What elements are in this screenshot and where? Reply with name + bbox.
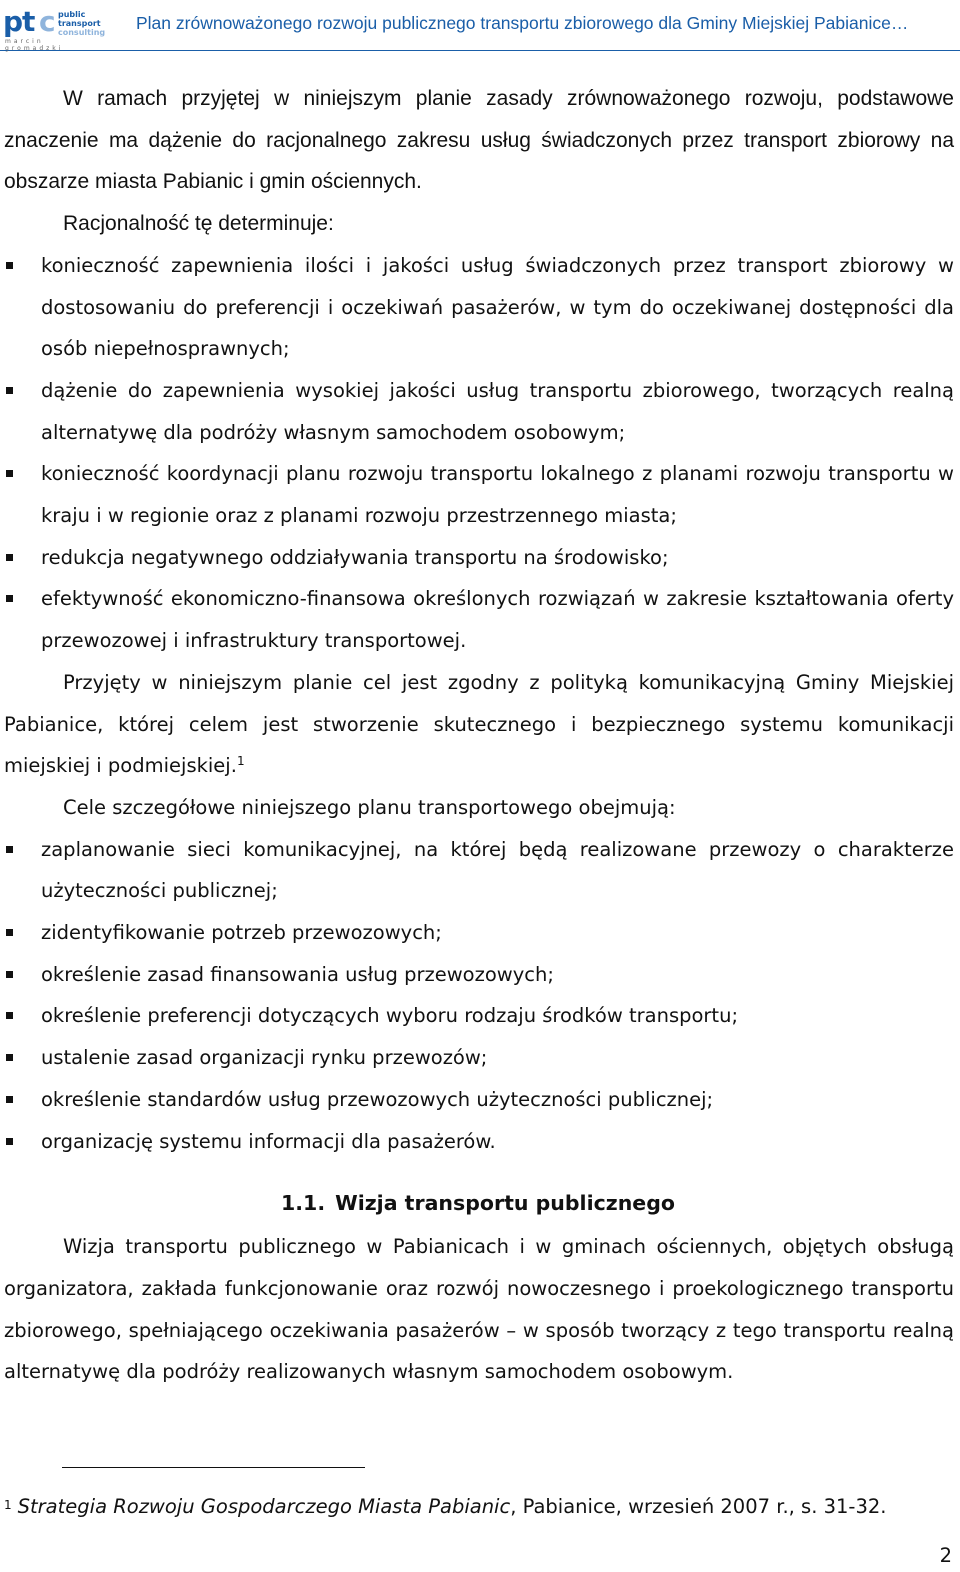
square-bullet-icon xyxy=(6,262,13,269)
list-item: zaplanowanie sieci komunikacyjnej, na której będą realizowane przewozy o charakterze użyteczności publicznej; xyxy=(4,829,954,912)
square-bullet-icon xyxy=(6,1012,13,1019)
section-number: 1.1. xyxy=(281,1191,326,1216)
list-item: efektywność ekonomiczno-finansowa określonych rozwiązań w zakresie kształtowania oferty przewozowej i infrastruktury transportowej. xyxy=(4,578,954,661)
square-bullet-icon xyxy=(6,387,13,394)
list-item: określenie standardów usług przewozowych użyteczności publicznej; xyxy=(4,1079,954,1121)
page-body xyxy=(4,78,954,1393)
list-item: konieczność zapewnienia ilości i jakości usług świadczonych przez transport zbiorowy w dostosowaniu do preferencji i oczekiwań pasażerów, w tym do oczekiwanej dostępności dla osób niepełnosprawnych; xyxy=(4,245,954,370)
list-item: określenie zasad finansowania usług przewozowych; xyxy=(4,954,954,996)
document-title: Plan zrównoważonego rozwoju publicznego transportu zbiorowego dla Gminy Miejskiej Pabianice… xyxy=(136,13,909,33)
list-determinants xyxy=(4,245,954,662)
logo-text-public: public xyxy=(58,10,86,19)
square-bullet-icon xyxy=(6,554,13,561)
list-item: zidentyfikowanie potrzeb przewozowych; xyxy=(4,912,954,954)
square-bullet-icon xyxy=(6,1096,13,1103)
paragraph-detailed-goals: Cele szczegółowe niniejszego planu transportowego obejmują: xyxy=(63,795,676,819)
logo-tagline: marcin gromadzki xyxy=(5,38,64,52)
footnote-marker: 1 xyxy=(4,1498,12,1512)
list-item: konieczność koordynacji planu rozwoju transportu lokalnego z planami rozwoju transportu w kraju i w regionie oraz z planami rozwoju przestrzennego miasta; xyxy=(4,453,954,536)
square-bullet-icon xyxy=(6,1054,13,1061)
paragraph-intro: W ramach przyjętej w niniejszym planie zasady zrównoważonego rozwoju, podstawowe znaczenie ma dążenie do racjonalnego zakresu usług świadczonych przez transport zbiorowy na obszarze miasta Pabianic i gmin ościennych. xyxy=(4,87,954,194)
footnote-source-details: , Pabianice, wrzesień 2007 r., s. 31-32. xyxy=(510,1495,887,1518)
footnote-source-title: Strategia Rozwoju Gospodarczego Miasta Pabianic xyxy=(17,1495,511,1518)
list-item: ustalenie zasad organizacji rynku przewozów; xyxy=(4,1037,954,1079)
ptc-logo xyxy=(3,5,106,52)
section-heading xyxy=(4,1186,954,1220)
logo-text-consulting: consulting xyxy=(58,28,106,37)
footnote xyxy=(4,1493,886,1521)
square-bullet-icon xyxy=(6,846,13,853)
square-bullet-icon xyxy=(6,470,13,477)
paragraph-vision: Wizja transportu publicznego w Pabianicach i w gminach ościennych, objętych obsługą organizatora, zakłada funkcjonowanie oraz rozwój nowoczesnego i proekologicznego transportu zbiorowego, spełniającego oczekiwania pasażerów – w sposób tworzący z tego transportu realną alternatywę dla podróży realizowanych własnym samochodem osobowym. xyxy=(4,1235,954,1384)
paragraph-rationality: Racjonalność tę determinuje: xyxy=(63,212,334,236)
section-title: Wizja transportu publicznego xyxy=(335,1191,675,1216)
list-goals xyxy=(4,829,954,1163)
footnote-separator xyxy=(62,1467,365,1468)
list-item: dążenie do zapewnienia wysokiej jakości usług transportu zbiorowego, tworzących realną alternatywę dla podróży własnym samochodem osobowym; xyxy=(4,370,954,453)
square-bullet-icon xyxy=(6,929,13,936)
logo-text-transport: transport xyxy=(58,19,101,28)
paragraph-goal-main: Przyjęty w niniejszym planie cel jest zgodny z polityką komunikacyjną Gminy Miejskiej Pabianice, której celem jest stworzenie skutecznego i bezpiecznego systemu komunikacji miejskiej i podmiejskiej.$^1$ xyxy=(4,670,954,778)
square-bullet-icon xyxy=(6,1138,13,1145)
page-number: 2 xyxy=(939,1544,952,1567)
list-item: organizację systemu informacji dla pasażerów. xyxy=(4,1121,954,1163)
logo-mark-pt: pt xyxy=(3,5,35,38)
page-header xyxy=(0,0,960,51)
footnote-reference[interactable]: 1 xyxy=(236,754,245,769)
square-bullet-icon xyxy=(6,595,13,602)
list-item: redukcja negatywnego oddziaływania transportu na środowisko; xyxy=(4,537,954,579)
square-bullet-icon xyxy=(6,971,13,978)
list-item: określenie preferencji dotyczących wyboru rodzaju środków transportu; xyxy=(4,995,954,1037)
logo-mark-c: c xyxy=(39,5,56,38)
